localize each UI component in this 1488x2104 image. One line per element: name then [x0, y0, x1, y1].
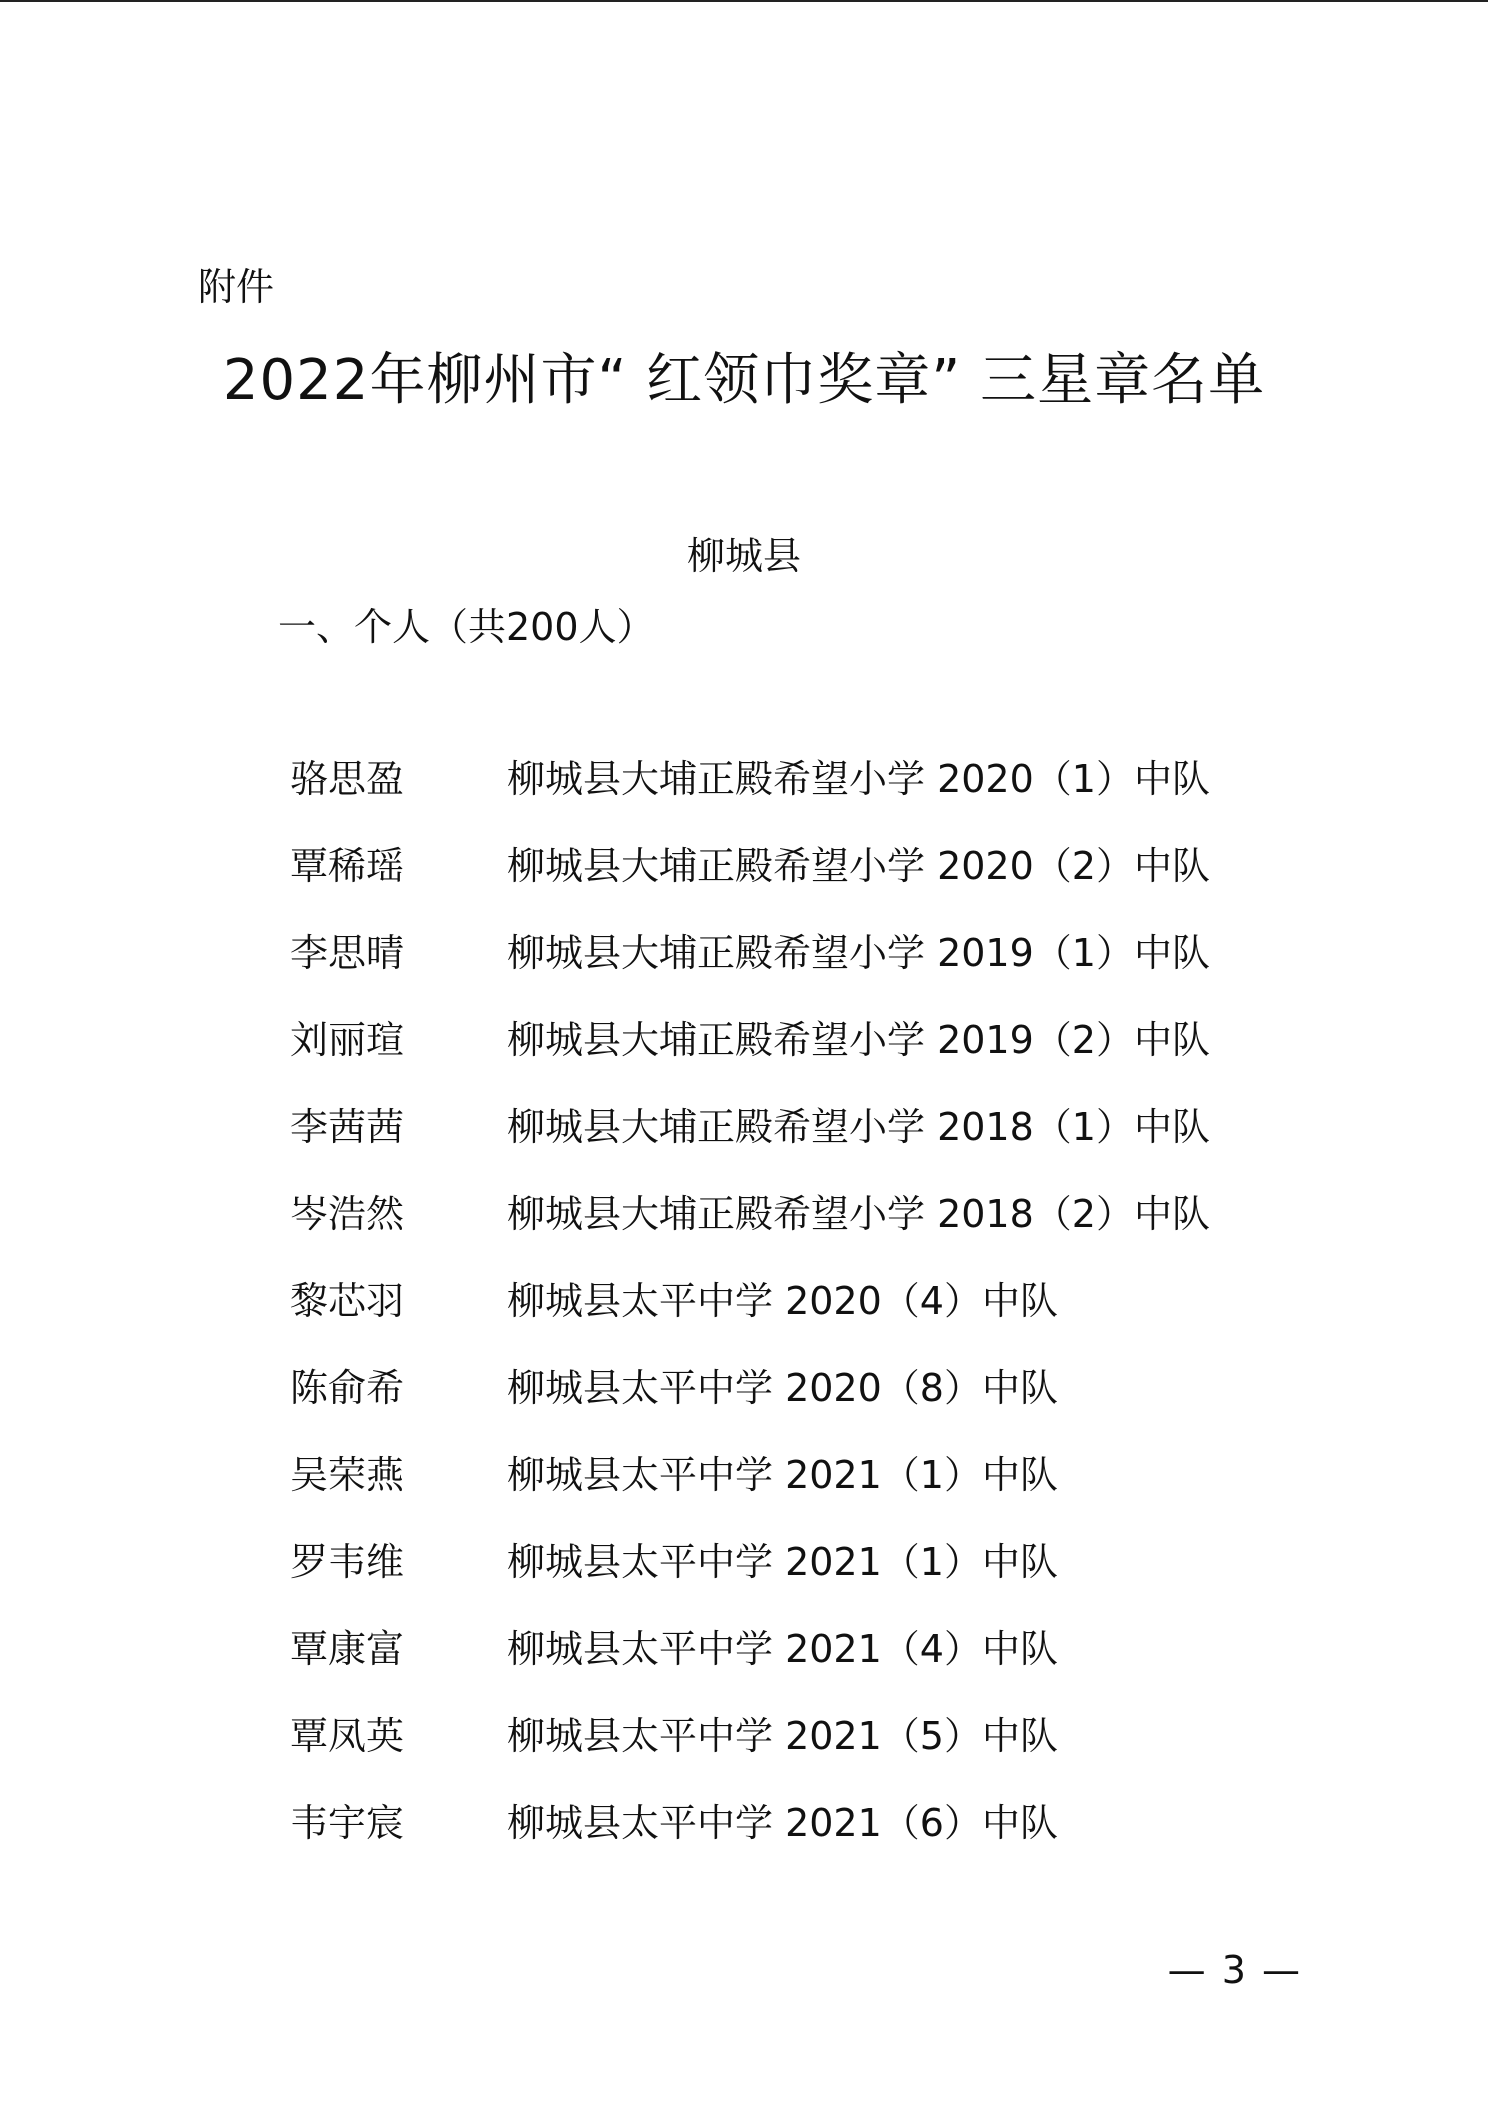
recipient-unit: 柳城县大埔正殿希望小学 2020（1）中队: [507, 757, 1210, 801]
recipient-unit: 柳城县太平中学 2020（8）中队: [507, 1366, 1058, 1410]
recipient-name: 李思晴: [290, 931, 405, 975]
roster-row: [290, 732, 1290, 819]
roster-row: [290, 1167, 1290, 1254]
roster-row: [290, 993, 1290, 1080]
recipient-name: 覃康富: [290, 1627, 405, 1671]
recipient-name: 骆思盈: [290, 757, 405, 801]
roster-row: [290, 906, 1290, 993]
recipient-name: 罗韦维: [290, 1540, 405, 1584]
page-number: — 3 —: [1167, 1948, 1302, 1992]
roster-row: [290, 1254, 1290, 1341]
recipient-name: 李茜茜: [290, 1105, 405, 1149]
roster-row: [290, 1341, 1290, 1428]
recipient-name: 覃稀瑶: [290, 844, 405, 888]
section-heading: 一、个人（共200人）: [278, 605, 655, 649]
roster-row: [290, 1776, 1290, 1863]
recipient-name: 陈俞希: [290, 1366, 405, 1410]
page-top-border: [0, 0, 1488, 2]
recipient-unit: 柳城县太平中学 2021（5）中队: [507, 1714, 1058, 1758]
recipient-unit: 柳城县大埔正殿希望小学 2018（2）中队: [507, 1192, 1210, 1236]
recipient-unit: 柳城县大埔正殿希望小学 2019（1）中队: [507, 931, 1210, 975]
roster-row: [290, 1689, 1290, 1776]
attachment-label: 附件: [198, 265, 275, 309]
region-heading: 柳城县: [686, 534, 801, 578]
recipient-unit: 柳城县太平中学 2020（4）中队: [507, 1279, 1058, 1323]
recipient-unit: 柳城县大埔正殿希望小学 2018（1）中队: [507, 1105, 1210, 1149]
recipient-name: 韦宇宸: [290, 1801, 405, 1845]
roster-row: [290, 1515, 1290, 1602]
roster-row: [290, 819, 1290, 906]
recipient-name: 岑浩然: [290, 1192, 405, 1236]
recipient-unit: 柳城县大埔正殿希望小学 2019（2）中队: [507, 1018, 1210, 1062]
roster-row: [290, 1428, 1290, 1515]
recipient-unit: 柳城县太平中学 2021（1）中队: [507, 1540, 1058, 1584]
recipient-unit: 柳城县太平中学 2021（1）中队: [507, 1453, 1058, 1497]
roster-row: [290, 1080, 1290, 1167]
recipient-name: 黎芯羽: [290, 1279, 405, 1323]
recipient-name: 覃凤英: [290, 1714, 405, 1758]
roster-row: [290, 1602, 1290, 1689]
recipient-unit: 柳城县太平中学 2021（4）中队: [507, 1627, 1058, 1671]
document-title: 2022年柳州市“ 红领巾奖章” 三星章名单: [222, 348, 1266, 413]
recipient-unit: 柳城县太平中学 2021（6）中队: [507, 1801, 1058, 1845]
recipient-name: 刘丽瑄: [290, 1018, 405, 1062]
recipient-unit: 柳城县大埔正殿希望小学 2020（2）中队: [507, 844, 1210, 888]
award-roster: [290, 732, 1290, 1863]
recipient-name: 吴荣燕: [290, 1453, 405, 1497]
